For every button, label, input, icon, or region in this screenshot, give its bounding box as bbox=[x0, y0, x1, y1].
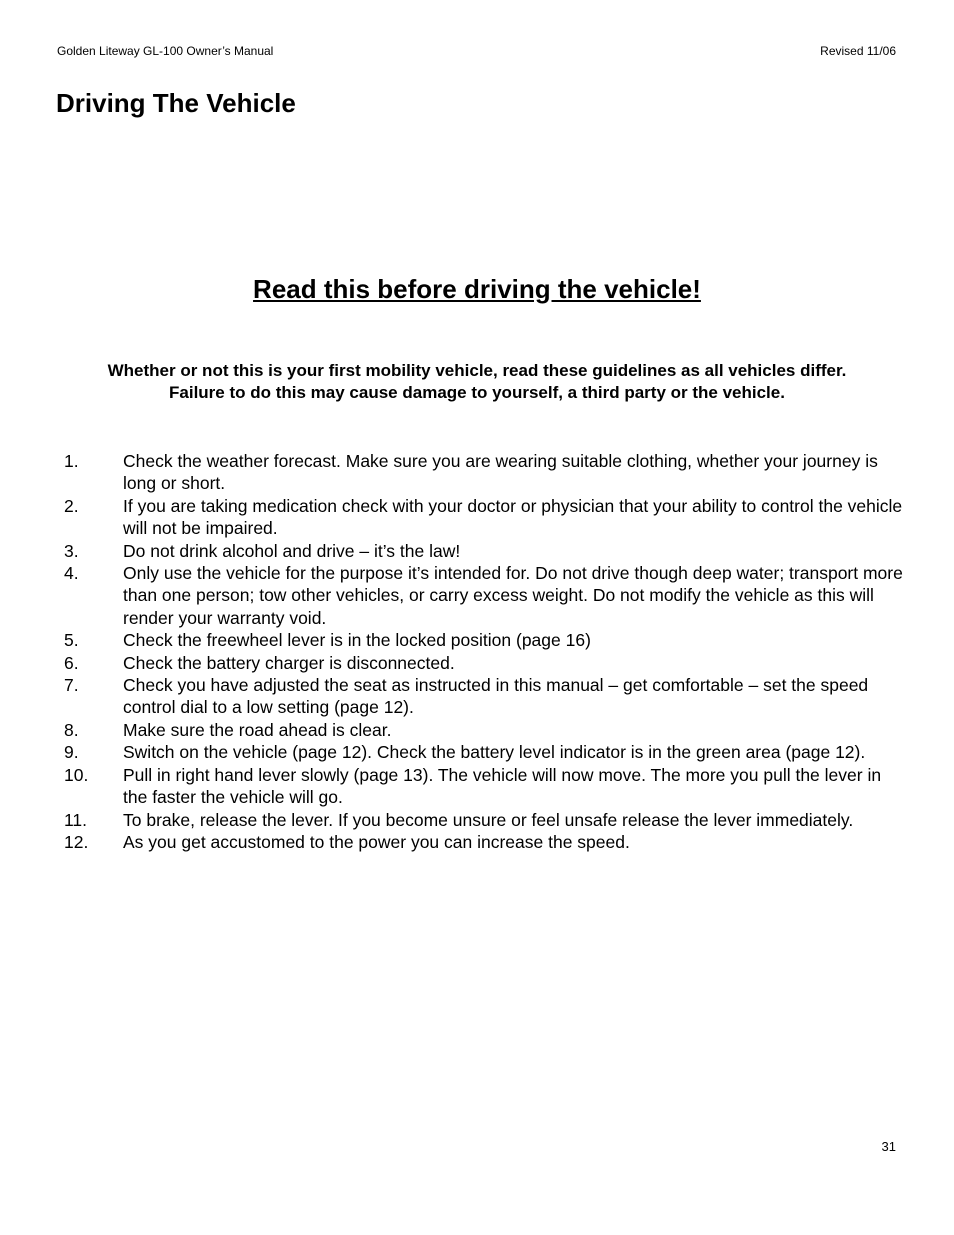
guideline-item bbox=[64, 809, 904, 831]
guideline-item bbox=[64, 652, 904, 674]
guideline-number: 6. bbox=[64, 652, 79, 673]
guideline-item bbox=[64, 741, 904, 763]
guideline-item bbox=[64, 764, 904, 809]
guideline-item bbox=[64, 719, 904, 741]
guideline-number: 12. bbox=[64, 831, 89, 852]
revision-date: Revised 11/06 bbox=[820, 44, 896, 58]
guideline-text: If you are taking medication check with your doctor or physician that your ability to control the vehicle will not be impaired. bbox=[123, 495, 903, 539]
guideline-item bbox=[64, 831, 904, 853]
guideline-item bbox=[64, 674, 904, 719]
guideline-text: Check the freewheel lever is in the locked position (page 16) bbox=[123, 630, 591, 651]
intro-line-2: Failure to do this may cause damage to yourself, a third party or the vehicle. bbox=[169, 383, 785, 402]
guideline-text: Only use the vehicle for the purpose it’s intended for. Do not drive though deep water; transport more than one person; tow other vehicles, or carry excess weight. Do not modify the vehicle as this will render your warranty void. bbox=[123, 563, 903, 628]
warning-heading: Read this before driving the vehicle! bbox=[253, 274, 701, 304]
guideline-number: 4. bbox=[64, 563, 79, 584]
page-number: 31 bbox=[881, 1139, 896, 1154]
guideline-number: 9. bbox=[64, 742, 79, 763]
guideline-text: Make sure the road ahead is clear. bbox=[123, 719, 392, 740]
guideline-number: 1. bbox=[64, 451, 79, 471]
manual-title: Golden Liteway GL-100 Owner’s Manual bbox=[57, 44, 274, 58]
guideline-number: 2. bbox=[64, 495, 79, 516]
guideline-number: 8. bbox=[64, 719, 79, 740]
guideline-number: 11. bbox=[64, 809, 88, 830]
guideline-text: Check the weather forecast. Make sure you are wearing suitable clothing, whether your journey is long or short. bbox=[123, 451, 878, 494]
guidelines-list bbox=[64, 450, 904, 853]
guideline-item bbox=[64, 495, 904, 540]
guideline-item bbox=[64, 629, 904, 651]
guideline-text: Switch on the vehicle (page 12). Check the battery level indicator is in the green area (page 12). bbox=[123, 742, 866, 763]
guideline-text: Do not drink alcohol and drive – it’s the law! bbox=[123, 540, 461, 561]
guideline-item bbox=[64, 562, 904, 629]
guideline-number: 3. bbox=[64, 540, 79, 561]
section-title: Driving The Vehicle bbox=[56, 88, 296, 118]
guideline-number: 10. bbox=[64, 764, 89, 785]
guideline-text: Check you have adjusted the seat as instructed in this manual – get comfortable – set the speed control dial to a low setting (page 12). bbox=[123, 675, 869, 718]
guideline-number: 5. bbox=[64, 630, 79, 651]
intro-paragraph bbox=[0, 360, 954, 404]
guideline-item bbox=[64, 540, 904, 562]
guideline-item bbox=[64, 450, 904, 495]
guideline-text: As you get accustomed to the power you can increase the speed. bbox=[123, 831, 630, 852]
guideline-text: To brake, release the lever. If you become unsure or feel unsafe release the lever immediately. bbox=[123, 809, 854, 830]
guideline-number: 7. bbox=[64, 675, 79, 696]
guideline-text: Pull in right hand lever slowly (page 13). The vehicle will now move. The more you pull the lever in the faster the vehicle will go. bbox=[123, 764, 882, 808]
guideline-text: Check the battery charger is disconnected. bbox=[123, 652, 455, 673]
intro-line-1: Whether or not this is your first mobility vehicle, read these guidelines as all vehicles differ. bbox=[107, 361, 847, 380]
